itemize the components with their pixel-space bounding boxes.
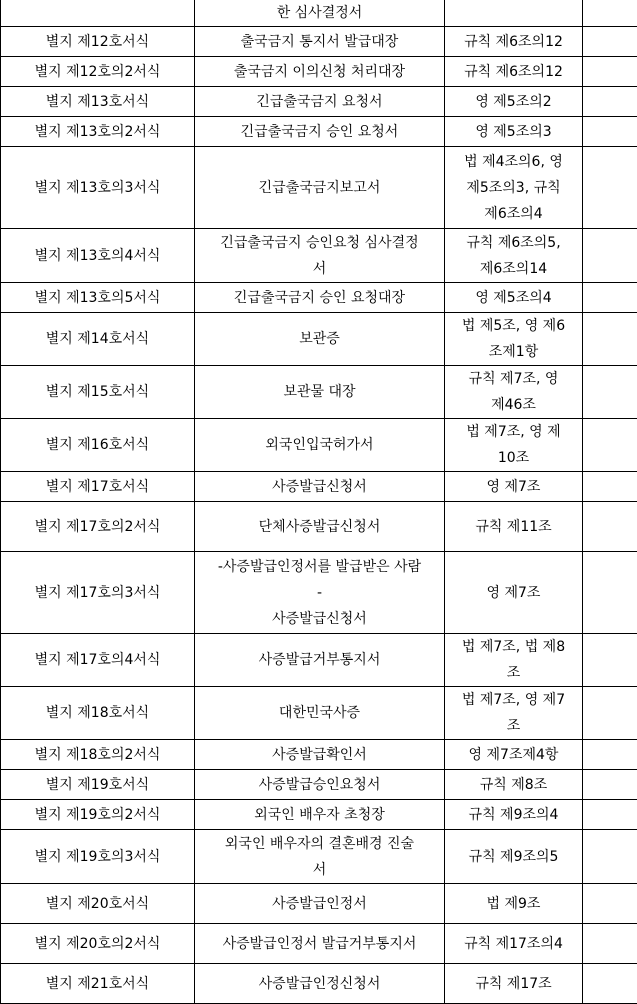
form-title-cell <box>195 884 445 924</box>
legal-basis-line: 조제1항 <box>449 339 578 365</box>
form-number-cell: 별지 제18호서식 <box>1 687 195 740</box>
form-title-cell <box>195 552 445 634</box>
form-title-line: 출국금지 통지서 발급대장 <box>199 29 440 55</box>
form-number-cell: 별지 제19호의3서식 <box>1 830 195 884</box>
legal-basis-cell <box>445 830 583 884</box>
legal-basis-line: 10조 <box>449 445 578 471</box>
legal-basis-cell <box>445 924 583 964</box>
form-title-line: 사증발급승인요청서 <box>199 772 440 798</box>
form-number-cell: 별지 제19호서식 <box>1 770 195 800</box>
form-number-cell: 별지 제17호의4서식 <box>1 634 195 687</box>
legal-basis-line: 제46조 <box>449 392 578 418</box>
form-title-line: 서 <box>199 857 440 883</box>
form-title-line: 긴급출국금지보고서 <box>199 175 440 201</box>
table-row <box>1 366 637 419</box>
legal-basis-cell <box>445 634 583 687</box>
form-title-line: 긴급출국금지 요청서 <box>199 89 440 115</box>
form-title-cell <box>195 800 445 830</box>
table-row <box>1 552 637 634</box>
form-number-cell: 별지 제12호서식 <box>1 27 195 57</box>
legal-basis-cell <box>445 502 583 552</box>
legal-basis-line: 규칙 제7조, 영 <box>449 366 578 392</box>
form-title-cell <box>195 27 445 57</box>
forms-table-body <box>1 0 637 1004</box>
legal-basis-line: 제5조의3, 규칙 <box>449 175 578 201</box>
table-row <box>1 800 637 830</box>
note-cell <box>583 830 637 884</box>
form-number-cell: 별지 제20호의2서식 <box>1 924 195 964</box>
form-number-cell: 별지 제12호의2서식 <box>1 57 195 87</box>
form-title-line: 한 심사결정서 <box>199 0 440 26</box>
table-row <box>1 313 637 366</box>
legal-basis-cell <box>445 0 583 27</box>
form-number-cell: 별지 제17호서식 <box>1 472 195 502</box>
form-title-cell <box>195 770 445 800</box>
legal-basis-cell <box>445 419 583 472</box>
form-title-cell <box>195 117 445 147</box>
form-number-cell: 별지 제17호의2서식 <box>1 502 195 552</box>
legal-basis-cell <box>445 472 583 502</box>
note-cell <box>583 687 637 740</box>
note-cell <box>583 313 637 366</box>
table-row <box>1 419 637 472</box>
legal-basis-line: 규칙 제6조의12 <box>449 29 578 55</box>
form-title-cell <box>195 740 445 770</box>
legal-basis-cell <box>445 87 583 117</box>
legal-basis-cell <box>445 147 583 229</box>
form-number-cell: 별지 제13호의2서식 <box>1 117 195 147</box>
form-title-line: - <box>199 580 440 606</box>
legal-basis-line: 규칙 제9조의5 <box>449 844 578 870</box>
form-title-line: 보관증 <box>199 326 440 352</box>
legal-basis-line: 영 제7조제4항 <box>449 742 578 768</box>
form-number-cell: 별지 제21호서식 <box>1 964 195 1004</box>
legal-basis-line: 영 제5조의2 <box>449 89 578 115</box>
legal-basis-line: 조 <box>449 660 578 686</box>
legal-basis-cell <box>445 229 583 283</box>
form-title-line: 단체사증발급신청서 <box>199 514 440 540</box>
legal-basis-line: 제6조의14 <box>449 256 578 282</box>
form-title-line: 대한민국사증 <box>199 700 440 726</box>
legal-basis-line: 법 제7조, 영 제 <box>449 419 578 445</box>
form-title-line: 보관물 대장 <box>199 379 440 405</box>
form-number-cell: 별지 제14호서식 <box>1 313 195 366</box>
table-row <box>1 830 637 884</box>
legal-basis-cell <box>445 366 583 419</box>
legal-basis-line: 조 <box>449 713 578 739</box>
table-row <box>1 229 637 283</box>
note-cell <box>583 87 637 117</box>
note-cell <box>583 117 637 147</box>
form-title-cell <box>195 313 445 366</box>
note-cell <box>583 147 637 229</box>
note-cell <box>583 740 637 770</box>
form-title-cell <box>195 830 445 884</box>
legal-basis-line: 법 제4조의6, 영 <box>449 149 578 175</box>
form-number-cell: 별지 제13호서식 <box>1 87 195 117</box>
form-title-cell <box>195 57 445 87</box>
form-number-cell: 별지 제13호의3서식 <box>1 147 195 229</box>
table-row <box>1 147 637 229</box>
table-row <box>1 472 637 502</box>
legal-basis-line: 제6조의4 <box>449 201 578 227</box>
form-number-cell: 별지 제13호의5서식 <box>1 283 195 313</box>
legal-basis-line: 법 제7조, 영 제7 <box>449 687 578 713</box>
note-cell <box>583 366 637 419</box>
form-title-line: 사증발급거부통지서 <box>199 647 440 673</box>
form-title-cell <box>195 0 445 27</box>
form-number-cell <box>1 0 195 27</box>
form-title-cell <box>195 472 445 502</box>
legal-basis-cell <box>445 27 583 57</box>
form-title-cell <box>195 419 445 472</box>
legal-basis-cell <box>445 687 583 740</box>
note-cell <box>583 502 637 552</box>
legal-basis-line: 규칙 제8조 <box>449 772 578 798</box>
form-number-cell: 별지 제19호의2서식 <box>1 800 195 830</box>
table-row <box>1 27 637 57</box>
note-cell <box>583 419 637 472</box>
form-title-line: 출국금지 이의신청 처리대장 <box>199 59 440 85</box>
form-title-line: 사증발급인정서 발급거부통지서 <box>199 931 440 957</box>
legal-basis-line: 법 제5조, 영 제6 <box>449 313 578 339</box>
legal-basis-cell <box>445 117 583 147</box>
legal-basis-line: 규칙 제11조 <box>449 514 578 540</box>
legal-basis-cell <box>445 800 583 830</box>
note-cell <box>583 57 637 87</box>
note-cell <box>583 770 637 800</box>
note-cell <box>583 27 637 57</box>
legal-basis-line: 법 제7조, 법 제8 <box>449 634 578 660</box>
legal-basis-cell <box>445 770 583 800</box>
form-title-line: 사증발급확인서 <box>199 742 440 768</box>
table-row <box>1 57 637 87</box>
note-cell <box>583 924 637 964</box>
form-title-cell <box>195 634 445 687</box>
form-title-line: 사증발급인정신청서 <box>199 971 440 997</box>
legal-basis-line: 규칙 제17조의4 <box>449 931 578 957</box>
note-cell <box>583 552 637 634</box>
form-title-cell <box>195 924 445 964</box>
form-number-cell: 별지 제17호의3서식 <box>1 552 195 634</box>
legal-basis-cell <box>445 552 583 634</box>
form-title-line: -사증발급인정서를 발급받은 사람 <box>199 554 440 580</box>
table-row <box>1 884 637 924</box>
form-number-cell: 별지 제15호서식 <box>1 366 195 419</box>
form-title-line: 서 <box>199 256 440 282</box>
form-title-line: 긴급출국금지 승인 요청대장 <box>199 285 440 311</box>
form-title-cell <box>195 366 445 419</box>
legal-basis-line: 영 제5조의4 <box>449 285 578 311</box>
form-title-cell <box>195 502 445 552</box>
legal-basis-line: 영 제5조의3 <box>449 119 578 145</box>
table-row <box>1 117 637 147</box>
form-title-cell <box>195 87 445 117</box>
legal-basis-cell <box>445 740 583 770</box>
form-title-line: 사증발급신청서 <box>199 474 440 500</box>
form-title-cell <box>195 229 445 283</box>
form-title-line: 사증발급인정서 <box>199 891 440 917</box>
table-row <box>1 87 637 117</box>
table-row <box>1 0 637 27</box>
note-cell <box>583 634 637 687</box>
form-title-line: 외국인입국허가서 <box>199 432 440 458</box>
form-number-cell: 별지 제18호의2서식 <box>1 740 195 770</box>
table-row <box>1 740 637 770</box>
legal-basis-line: 영 제7조 <box>449 474 578 500</box>
note-cell <box>583 229 637 283</box>
form-number-cell: 별지 제20호서식 <box>1 884 195 924</box>
note-cell <box>583 884 637 924</box>
note-cell <box>583 800 637 830</box>
form-title-cell <box>195 687 445 740</box>
form-title-cell <box>195 283 445 313</box>
legal-basis-line: 규칙 제17조 <box>449 971 578 997</box>
note-cell <box>583 472 637 502</box>
form-title-line: 긴급출국금지 승인요청 심사결정 <box>199 230 440 256</box>
legal-basis-cell <box>445 313 583 366</box>
table-row <box>1 634 637 687</box>
legal-basis-line: 법 제9조 <box>449 891 578 917</box>
legal-basis-cell <box>445 57 583 87</box>
table-row <box>1 924 637 964</box>
form-title-line: 긴급출국금지 승인 요청서 <box>199 119 440 145</box>
note-cell <box>583 283 637 313</box>
table-row <box>1 687 637 740</box>
table-row <box>1 502 637 552</box>
legal-basis-line: 규칙 제6조의12 <box>449 59 578 85</box>
legal-basis-line: 영 제7조 <box>449 580 578 606</box>
form-title-cell <box>195 147 445 229</box>
form-number-cell: 별지 제13호의4서식 <box>1 229 195 283</box>
form-title-line: 사증발급신청서 <box>199 606 440 632</box>
form-number-cell: 별지 제16호서식 <box>1 419 195 472</box>
legal-basis-line: 규칙 제9조의4 <box>449 802 578 828</box>
table-row <box>1 283 637 313</box>
form-title-line: 외국인 배우자 초청장 <box>199 802 440 828</box>
note-cell <box>583 0 637 27</box>
legal-basis-cell <box>445 283 583 313</box>
form-title-line: 외국인 배우자의 결혼배경 진술 <box>199 831 440 857</box>
legal-basis-line: 규칙 제6조의5, <box>449 230 578 256</box>
legal-basis-cell <box>445 884 583 924</box>
table-row <box>1 770 637 800</box>
